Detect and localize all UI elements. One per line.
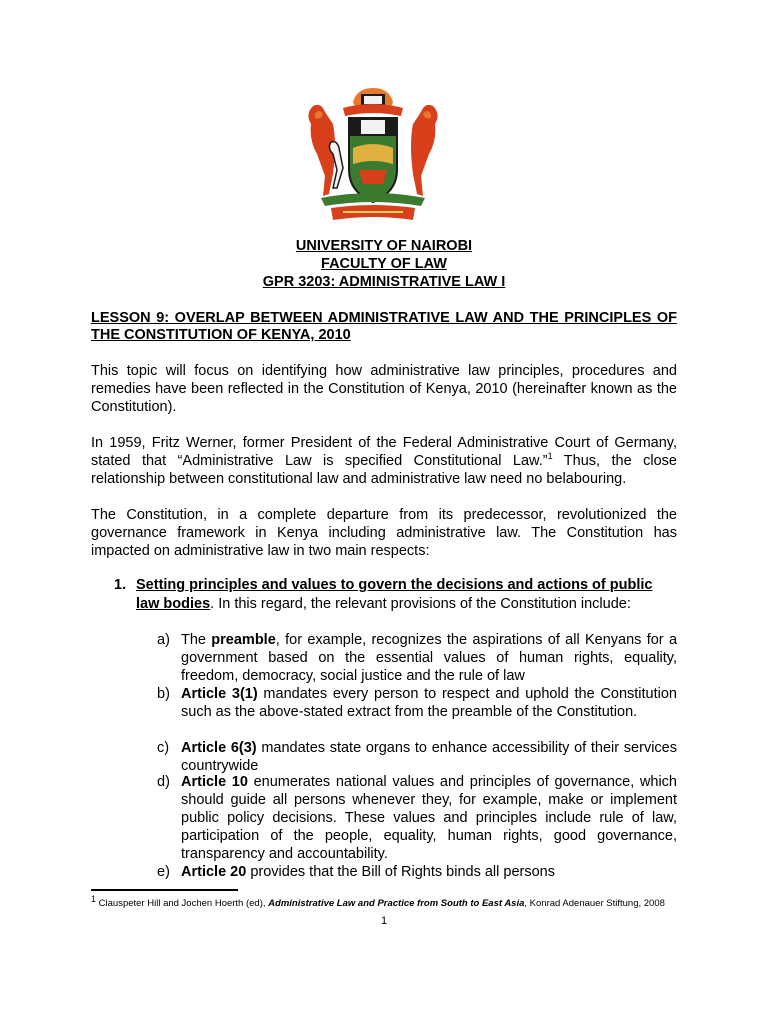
subitem-text: mandates every person to respect and uphold the Constitution such as the above-stated extract from the preamble of the Constitution. — [181, 686, 677, 720]
intro-paragraph: This topic will focus on identifying how administrative law principles, procedures and remedies have been reflected in the Constitution of Kenya, 2010 (hereinafter known as the Constitution). — [91, 363, 677, 415]
document-header — [91, 237, 677, 291]
subitem-text: enumerates national values and principles of governance, which should guide all persons whenever they, for example, make or implement public policy decisions. These values and principles include rule of law, participation of the people, equality, human rights, good governance, transparency and accountability. — [181, 774, 677, 862]
subitem-body — [181, 863, 677, 881]
subitem-label: e) — [157, 864, 170, 880]
werner-text-after: Thus, the close relationship between constitutional law and administrative law need no belabouring. — [91, 453, 677, 487]
university-name: UNIVERSITY OF NAIROBI — [295, 238, 473, 254]
item-heading: Setting principles and values to govern the decisions and actions of public law bodies — [136, 577, 653, 612]
subitem-pre: The — [181, 632, 212, 648]
subitem-label: b) — [157, 686, 170, 702]
subitem-label: d) — [157, 774, 170, 790]
constitution-paragraph: The Constitution, in a complete departure from its predecessor, revolutionized the governance framework in Kenya including administrative law. The Constitution has impacted on administrative law in two main respects: — [91, 507, 677, 559]
faculty-name: FACULTY OF LAW — [321, 256, 447, 272]
item-number: 1. — [114, 577, 127, 593]
page-number: 1 — [380, 915, 388, 927]
subitem-text: , for example, recognizes the aspirations of all Kenyans for a government based on the essential values of human rights, equality, freedom, democracy, social justice and the rule of law — [181, 632, 678, 684]
subitem-label: a) — [157, 632, 170, 648]
footnote-title: Administrative Law and Practice from South to East Asia — [268, 898, 525, 909]
footnote — [91, 893, 665, 910]
werner-text-before: In 1959, Fritz Werner, former President of the Federal Administrative Court of Germany, stated that “Administrative Law is specified Constitutional Law.” — [91, 435, 677, 469]
footnote-separator — [91, 889, 238, 891]
subitem-bold: preamble — [211, 632, 276, 648]
subitem-bold: Article 10 — [181, 774, 248, 790]
subitem-body — [181, 739, 677, 775]
item-text — [136, 576, 677, 614]
university-crest-logo — [303, 84, 443, 228]
subitem-text: provides that the Bill of Rights binds all persons — [246, 864, 555, 880]
subitem-body — [181, 685, 677, 721]
subitem-text: mandates state organs to enhance accessibility of their services countrywide — [181, 740, 677, 774]
subitem-bold: Article 6(3) — [181, 740, 257, 756]
item-rest: . In this regard, the relevant provisions of the Constitution include: — [210, 596, 631, 612]
course-code-title: GPR 3203: ADMINISTRATIVE LAW I — [262, 274, 506, 290]
subitem-body — [181, 631, 677, 685]
subitem-body — [181, 773, 677, 863]
werner-paragraph — [91, 434, 677, 488]
subitem-label: c) — [157, 740, 170, 756]
subitem-bold: Article 3(1) — [181, 686, 258, 702]
footnote-authors: Clauspeter Hill and Jochen Hoerth (ed), — [96, 898, 269, 909]
lesson-title: LESSON 9: OVERLAP BETWEEN ADMINISTRATIVE LAW AND THE PRINCIPLES OF THE CONSTITUTION OF KENYA, 2010 — [91, 310, 677, 343]
footnote-rest: , Konrad Adenauer Stiftung, 2008 — [524, 898, 665, 909]
subitem-bold: Article 20 — [181, 864, 247, 880]
footnote-marker: 1 — [91, 893, 97, 904]
footnote-reference: 1 — [547, 451, 553, 462]
